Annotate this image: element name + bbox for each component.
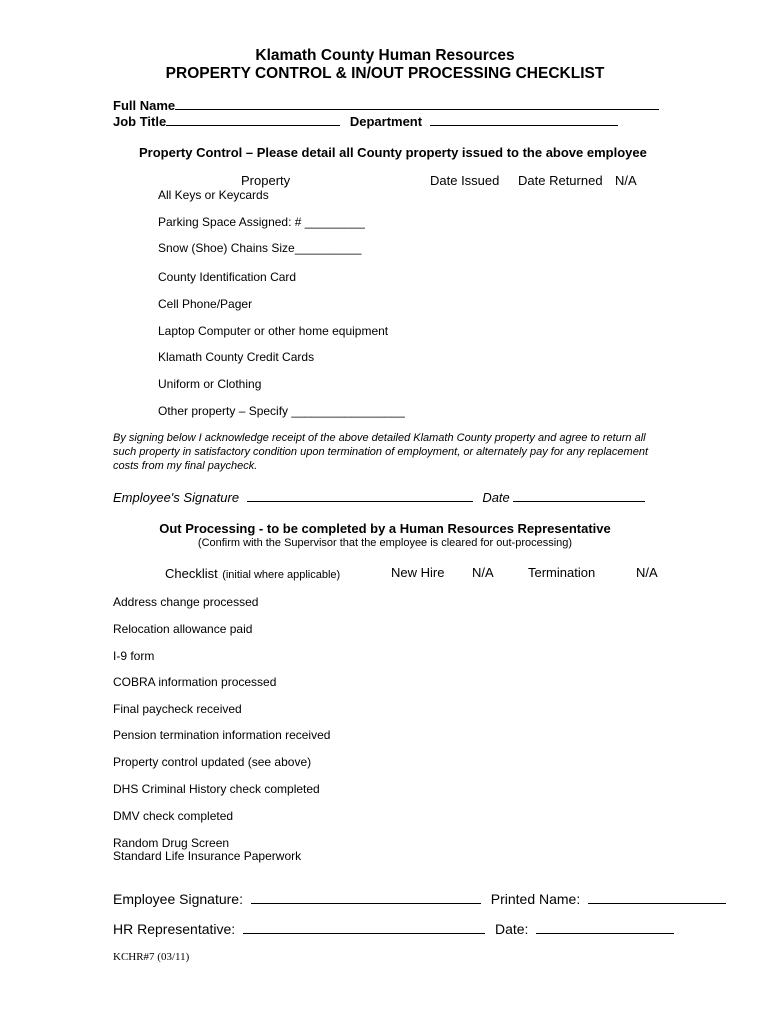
property-item: Laptop Computer or other home equipment xyxy=(158,324,389,338)
col-date-issued: Date Issued xyxy=(430,173,500,188)
col-checklist-note: (initial where applicable) xyxy=(222,569,341,581)
printed-name-label: Printed Name: xyxy=(490,891,581,907)
property-item: Snow (Shoe) Chains Size__________ xyxy=(158,241,362,255)
checklist-item: Relocation allowance paid xyxy=(113,622,253,636)
checklist-item: I-9 form xyxy=(113,649,155,663)
department-label: Department xyxy=(349,114,423,129)
property-item: Klamath County Credit Cards xyxy=(158,350,315,364)
checklist-item: Address change processed xyxy=(113,595,259,609)
col-termination: Termination xyxy=(528,565,596,580)
property-item: Parking Space Assigned: # _________ xyxy=(158,215,365,229)
property-item: County Identification Card xyxy=(158,270,297,284)
checklist-item: COBRA information processed xyxy=(113,675,277,689)
employee-signature-row xyxy=(113,489,645,505)
employee-signature-label: Employee's Signature xyxy=(113,490,240,505)
checklist-item: Final paycheck received xyxy=(113,702,242,716)
hr-rep-label: HR Representative: xyxy=(113,921,236,937)
property-item: Cell Phone/Pager xyxy=(158,297,253,311)
checklist-item: Property control updated (see above) xyxy=(113,755,312,769)
property-heading: Property Control – Please detail all County property issued to the above employee xyxy=(139,145,647,160)
hr-rep-field[interactable] xyxy=(243,921,485,934)
checklist-item: Standard Life Insurance Paperwork xyxy=(113,849,302,863)
checklist-item: DHS Criminal History check completed xyxy=(113,782,320,796)
out-processing-subheading: (Confirm with the Supervisor that the employee is cleared for out-processing) xyxy=(197,537,573,549)
footer-hr-row xyxy=(113,921,674,937)
full-name-row xyxy=(113,97,659,113)
col-na-2: N/A xyxy=(636,565,658,580)
col-na: N/A xyxy=(615,173,637,188)
col-property: Property xyxy=(241,173,291,188)
footer-employee-signature-label: Employee Signature: xyxy=(113,891,243,907)
job-title-row xyxy=(113,113,618,129)
date-label: Date xyxy=(482,490,510,505)
col-checklist xyxy=(165,565,340,583)
full-name-field[interactable] xyxy=(175,97,659,110)
col-na-1: N/A xyxy=(472,565,494,580)
footer-employee-signature-field[interactable] xyxy=(251,891,481,904)
job-title-label: Job Title xyxy=(113,114,167,129)
checklist-item: Random Drug Screen xyxy=(113,836,230,850)
property-item: All Keys or Keycards xyxy=(158,188,269,202)
col-checklist-label: Checklist xyxy=(165,566,218,581)
col-new-hire: New Hire xyxy=(391,565,445,580)
job-title-field[interactable] xyxy=(166,113,340,126)
checklist-item: DMV check completed xyxy=(113,809,234,823)
org-title: Klamath County Human Resources xyxy=(255,47,515,64)
form-title: PROPERTY CONTROL & IN/OUT PROCESSING CHECKLIST xyxy=(165,65,605,82)
footer-date-label: Date: xyxy=(494,921,529,937)
property-item: Uniform or Clothing xyxy=(158,377,262,391)
col-date-returned: Date Returned xyxy=(518,173,603,188)
printed-name-field[interactable] xyxy=(588,891,726,904)
checklist-item: Pension termination information received xyxy=(113,728,331,742)
footer-date-field[interactable] xyxy=(536,921,674,934)
footer-signature-row xyxy=(113,891,726,907)
full-name-label: Full Name xyxy=(113,98,176,113)
form-code: KCHR#7 (03/11) xyxy=(113,951,190,963)
date-field[interactable] xyxy=(513,489,645,502)
employee-signature-field[interactable] xyxy=(247,489,473,502)
out-processing-heading: Out Processing - to be completed by a Human Resources Representative xyxy=(159,521,611,536)
property-item: Other property – Specify _________________ xyxy=(158,404,405,418)
acknowledgement-text: By signing below I acknowledge receipt of the above detailed Klamath County property and agree to return all such property in satisfactory condition upon termination of employment, or alternately pay for any replacement costs from my final paycheck. xyxy=(113,432,648,472)
department-field[interactable] xyxy=(430,113,618,126)
